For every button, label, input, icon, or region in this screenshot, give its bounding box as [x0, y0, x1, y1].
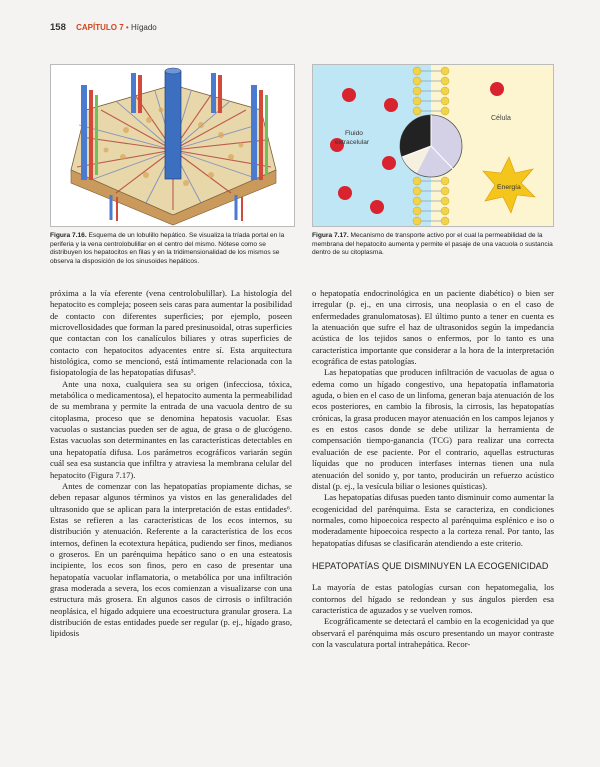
- section-label: Hígado: [130, 23, 157, 32]
- figure-7-17-illustration: [312, 64, 554, 227]
- right-paragraph-4: La mayoría de estas patologías cursan con hepatomegalia, los contornos del hígado se redondean y sus ángulos pierden esa característica de aguzados y se vuelven romos.: [312, 582, 554, 615]
- left-paragraph-2: Ante una noxa, cualquiera sea su origen (infecciosa, tóxica, metabólica o medicamentosa), el hepatocito aumenta la permeabilidad de su membrana y permite la entrada de una vacuola dentro de su citoplasma, proceso que se denomina hepatosis vacuolar. Esas vacuolas o sustancias pueden ser de agua, de grasa o de glucógeno. Estas vacuolas son determinantes en las características detectables en una hepatopatía difusa. Los parámetros ecográficos variarán según cuál sea esa sustancia que infiltra y atraviesa la membrana celular del hepatocito (Figura 7.17).: [50, 378, 292, 480]
- label-celula: Célula: [491, 115, 511, 122]
- right-text-column: [312, 288, 554, 650]
- hepatic-lobule-diagram: [51, 65, 295, 227]
- figure-7-16-label: Figura 7.16.: [50, 232, 87, 239]
- left-text-column: [50, 288, 292, 640]
- label-extracelular: extracelular: [335, 139, 370, 146]
- figure-7-17-label: Figura 7.17.: [312, 232, 349, 239]
- figure-7-16-illustration: [50, 64, 295, 227]
- left-paragraph-1: próxima a la vía eferente (vena centrolobulillar). La histología del hepatocito es compleja; poseen seis caras para aumentar la posibilidad de contacto con diferentes superficies; por ejemplo, poseen microvellosidades que forman la pared presinusoidal, otras superficies que contactan con los canalículos biliares y otras superficies de contacto con hepatocitos adyacentes entre sí. Esta arquitectura histológica, como se mencionó, está íntimamente relacionada con la fisiopatología de las hepatopatías difusas⁵.: [50, 288, 292, 378]
- chapter-label: CAPÍTULO 7: [76, 23, 124, 32]
- label-fluido: Fluido: [345, 130, 363, 137]
- figure-7-17-caption: [312, 232, 554, 258]
- right-paragraph-3: Las hepatopatías difusas pueden tanto disminuir como aumentar la ecogenicidad del parénquima. Esta se caracteriza, en condiciones normales, como hipoecoica respecto al parénquima esplénico e iso o moderadamente hipoecoica respecto a la corteza renal. Por tanto, las hepatopatías difusas se clasificarán atendiendo a este criterio.: [312, 492, 554, 548]
- label-energia: Energía: [497, 184, 521, 191]
- right-paragraph-1: o hepatopatía endocrinológica en un paciente diabético) o bien ser irregular (p. ej., en una cirrosis, una neoplasia o en el caso de enfermedades granulomatosas). El último punto a tener en cuenta es la atenuación que sufre el haz de ultrasonidos según la impedancia acústica de los tejidos sanos o enfermos, por lo tanto es una característica importante que considerar a la hora de la interpretación ecográfica de estas patologías.: [312, 288, 554, 367]
- right-paragraph-2: Las hepatopatías que producen infiltración de vacuolas de agua o edema como un hígado congestivo, una hepatopatía inflamatoria aguda, o bien en el caso de un linfoma, generan baja atenuación de los ecos posteriores, en cambio la fibrosis, la cirrosis, las hepatopatías crónicas, la grasa producen mayor atenuación en los campos lejanos y es en estos casos donde se debe utilizar la herramienta de compensación tiempo-ganancia (TCG) para realizar una correcta evaluación de ese paciente. Por el contrario, aquellas estructuras líquidas que no producen interfases internas tienen una nula atenuación del sonido y, por tanto, producirán un refuerzo acústico distal (p. ej., la vesícula biliar o lesiones quísticas).: [312, 367, 554, 491]
- figure-7-16-caption: [50, 232, 295, 266]
- figure-7-17-caption-text: Mecanismo de transporte activo por el cual la permeabilidad de la membrana del hepatocito aumenta y permite el pasaje de una vacuola o sustancia dentro de su citoplasma.: [312, 232, 553, 257]
- left-paragraph-3: Antes de comenzar con las hepatopatías propiamente dichas, se deben repasar algunos términos ya vistos en las generalidades del ultrasonido que se aplican para la interpretación de estas entidades⁶. Estas se refieren a las características de los ecos internos, su distribución y atenuación. Referente a la característica de los ecos internos, definen la ecotextura hepática, pudiendo ser finos, medianos o groseros. En un parénquima hepático sano o en una esteatosis incipiente, los ecos son finos, pero en caso de presentar una hepatopatía vacuolar inflamatoria, o metabólica por una infiltración grasa moderada a severa, los ecos comienzan a visualizarse con una estructura más grosera. En algunos casos de cirrosis o infiltración neoplásica, el hígado adquiere una ecoestructura granular grosera. La distribución de estas entidades puede ser regular (p. ej., hígado graso, lipidosis: [50, 480, 292, 639]
- running-header: [50, 22, 157, 33]
- active-transport-diagram: [313, 65, 554, 227]
- figure-7-16-caption-text: Esquema de un lobulillo hepático. Se visualiza la tríada portal en la periferia y la vena centrolobulillar en el centro del mismo. Nótese como se distribuyen los hepatocitos en filas y en la tridimensionalidad de los mismos se observa la disposición de los sinusoides hepáticos.: [50, 232, 285, 265]
- section-heading: HEPATOPATÍAS QUE DISMINUYEN LA ECOGENICIDAD: [312, 560, 549, 571]
- right-paragraph-5: Ecográficamente se detectará el cambio en la ecogenicidad ya que observará el parénquima más oscuro presentando un mayor contraste con la vasculatura portal intrahepática. Recor-: [312, 616, 554, 649]
- header-separator: •: [125, 23, 129, 32]
- page-number: 158: [50, 22, 66, 33]
